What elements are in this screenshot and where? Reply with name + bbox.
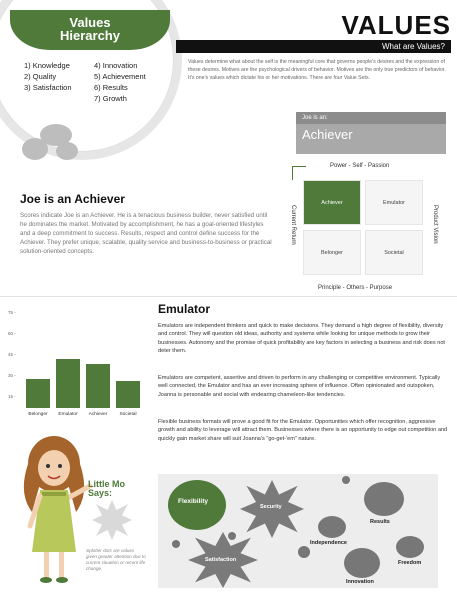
bar-emulator <box>56 359 80 408</box>
y-tick-label: 60 - <box>8 331 16 336</box>
bubble-innovation-label: Innovation <box>346 579 374 585</box>
category-label: Achiever <box>88 412 108 417</box>
little-mo-note: Splotter dots are values given greater attention due to current situation or recent life change. <box>86 548 146 571</box>
joe-description: Scores indicate Joe is an Achiever. He is a tenacious business builder, never satisfied until he dominates the market. Motivated by accomplishment, he has a goal-oriented lifestyles and a deep commitment to success. Results, respect and control define success for the Achiever. They prefer unique, scalable, quality service and business-to-business or practical solution-oriented concepts. <box>20 212 272 255</box>
y-tick-label: 15 - <box>8 394 16 399</box>
bubble-innovation <box>344 548 380 578</box>
grid-top-label: Power - Self - Passion <box>330 163 390 169</box>
emulator-heading: Emulator <box>158 302 211 316</box>
bubble-results-label: Results <box>370 519 390 525</box>
bubble-freedom <box>396 536 424 558</box>
hierarchy-list-left <box>24 60 72 93</box>
bar-societal <box>116 381 140 408</box>
bubble-independence <box>318 516 346 538</box>
bubble-dot <box>172 540 180 548</box>
bubble-dot <box>228 532 236 540</box>
joe-type-value: Achiever <box>302 127 353 142</box>
grid-bottom-label: Principle - Others - Purpose <box>318 285 393 291</box>
page-title: VALUES <box>341 10 451 40</box>
bubble-security-label: Security <box>260 504 282 510</box>
hierarchy-item: 1) Knowledge <box>24 61 70 70</box>
grid-right-label: Product Vision <box>432 205 438 244</box>
bubble-results <box>364 482 404 516</box>
bubble-dot <box>298 546 310 558</box>
little-mo-line1: Little Mo <box>88 479 125 489</box>
subtitle-bar: What are Values? <box>176 40 451 53</box>
joe-heading: Joe is an Achiever <box>20 192 125 206</box>
puzzle-piece-icon <box>56 142 78 160</box>
hierarchy-item: 6) Results <box>94 83 128 92</box>
grid-cell-emulator: Emulator <box>365 180 423 225</box>
section-divider <box>0 296 457 297</box>
hierarchy-title-line2: Hierarchy <box>60 28 120 43</box>
hierarchy-item: 3) Satisfaction <box>24 83 72 92</box>
grid-cell-belonger: Belonger <box>303 230 361 275</box>
values-bubble-panel <box>158 474 438 588</box>
values-hierarchy-header <box>10 10 170 50</box>
hierarchy-item: 2) Quality <box>24 72 57 81</box>
grid-corner-line <box>292 166 293 180</box>
bubble-satisfaction-label: Satisfaction <box>205 557 237 563</box>
hierarchy-list-right <box>94 60 146 104</box>
bubble-independence-label: Independence <box>310 540 347 546</box>
puzzle-piece-icon <box>22 138 48 160</box>
y-tick-label: 30 - <box>8 373 16 378</box>
little-mo-title <box>88 480 125 498</box>
bubble-dot <box>342 476 350 484</box>
bubble-freedom-label: Freedom <box>398 560 422 566</box>
grid-left-label: Current Return <box>290 205 296 245</box>
emulator-paragraph-2: Emulators are competent, assertive and driven to perform in any challenging or competitive environment. Typically well connected, the Emulator and has an ever increasing sphere of influence. Often opinionated and outspoken, Joanna is personable and social with endearing chameleon-like tendencies. <box>158 375 441 398</box>
bar-belonger <box>26 379 50 408</box>
hierarchy-item: 7) Growth <box>94 94 127 103</box>
category-label: Belonger <box>28 412 48 417</box>
splotter-icon <box>92 500 132 540</box>
emulator-paragraph-3: Flexible business formats will prove a good fit for the Emulator. Opportunities which offer recognition, aggressive growth and ability to leverage will attract them. Businesses where there is an opportunity to edge out competition and quickly gain market share will suit Joanna's "go-get-'em" nature. <box>158 419 448 442</box>
little-mo-line2: Says: <box>88 488 113 498</box>
hierarchy-item: 5) Achievement <box>94 72 146 81</box>
emulator-paragraph-1: Emulators are independent thinkers and quick to make decisions. They demand a high degree of flexibility, diversity and control. They will question old ideas, authority and systems while looking for unique methods to grow their businesses. Autonomy and the promise of quick profitability are key factors in selecting a business and risk does not deter them. <box>158 323 445 354</box>
bubble-flexibility-label: Flexibility <box>178 498 208 505</box>
intro-text: Values determine what about the self is the meaningful core that governs people's desires and the expression of these desires. Motives are the psychological drivers of behavior. Motives are the only true predictors of behavior. It's one's values which dictate his or her motivations. There are four Value Sets. <box>188 59 446 81</box>
grid-cell-achiever: Achiever <box>303 180 361 225</box>
hierarchy-title-line1: Values <box>69 15 111 30</box>
y-tick-label: 75 - <box>8 310 16 315</box>
category-label: Emulator <box>58 412 78 417</box>
bar-achiever <box>86 364 110 408</box>
joe-type-label: Joe is an: <box>296 112 446 124</box>
grid-cell-societal: Societal <box>365 230 423 275</box>
y-tick-label: 45 - <box>8 352 16 357</box>
values-bar-chart <box>4 300 144 430</box>
bubble-flexibility <box>168 480 226 530</box>
grid-corner-line <box>292 166 306 167</box>
category-label: Societal <box>119 412 137 417</box>
hierarchy-item: 4) Innovation <box>94 61 138 70</box>
